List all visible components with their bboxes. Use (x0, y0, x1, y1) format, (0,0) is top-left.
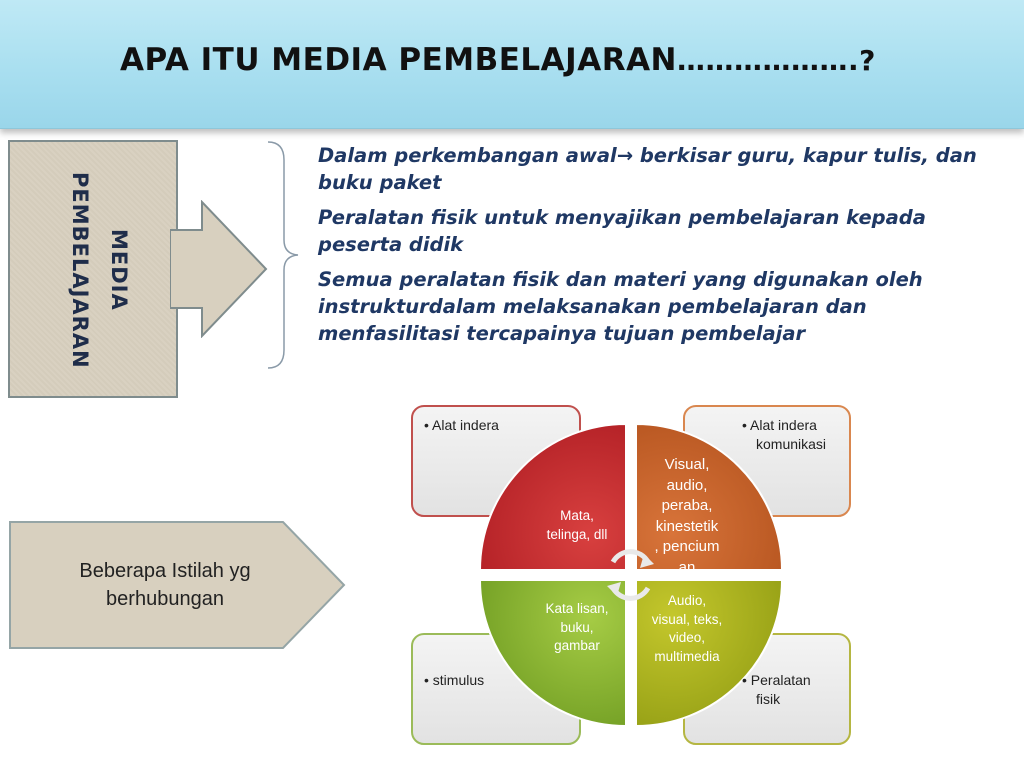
corner-text-line: • Peralatan (742, 672, 811, 688)
segment-label-line: buku, (560, 619, 594, 635)
segment-label-line: telinga, dll (546, 527, 608, 542)
corner-text-line: • Alat indera (742, 417, 817, 433)
definition-item: Semua peralatan fisik dan materi yang digunakan oleh instrukturdalam melaksanakan pembelajaran dan menfasilitasi tercapainya tujuan pembelajar (318, 268, 923, 345)
pembelajaran-label: PEMBELAJARAN (68, 171, 92, 369)
curly-brace (262, 140, 302, 370)
segment-label-line: Mata, (560, 508, 594, 523)
corner-text-line: komunikasi (756, 436, 827, 452)
segment-label-line: peraba, (661, 497, 713, 514)
segment-label-line: Kata lisan, (545, 601, 609, 616)
corner-text-line: fisik (756, 691, 781, 707)
corner-text-stimulus: • stimulus (424, 672, 485, 688)
segment-label-line: an (678, 558, 696, 576)
segment-olive-label (640, 592, 734, 666)
media-label: MEDIA (107, 229, 131, 311)
istilah-label: Beberapa Istilah yg berhubungan (79, 560, 251, 610)
definition-list (318, 142, 1008, 355)
segment-label-line: multimedia (654, 648, 720, 664)
corner-text-peralatan-fisik (742, 671, 811, 709)
segment-label-line: video, (668, 630, 706, 645)
right-arrow-shape (170, 200, 270, 338)
corner-text-alat-indera: • Alat indera (424, 417, 499, 433)
segment-label-line: , pencium (654, 538, 720, 555)
segment-orange-label (642, 455, 732, 577)
definition-item: Dalam perkembangan awal→ berkisar guru, kapur tulis, dan buku paket (318, 144, 977, 194)
title-dots: ……………….? (677, 44, 876, 77)
segment-label-line: visual, teks, (651, 611, 723, 627)
title-main-text: APA ITU MEDIA PEMBELAJARAN (120, 42, 677, 78)
segment-label-line: Audio, (667, 593, 707, 608)
corner-text-alat-indera-komunikasi (742, 416, 826, 454)
segment-label-line: gambar (554, 638, 600, 653)
segment-red-label (532, 506, 622, 544)
segment-green-label (532, 600, 622, 656)
segment-label-line: audio, (666, 476, 708, 494)
segment-label-line: Visual, (664, 456, 710, 473)
media-pembelajaran-box (8, 140, 178, 398)
title-banner (0, 0, 1024, 129)
segment-label-line: kinestetik (655, 517, 719, 535)
definition-item: Peralatan fisik untuk menyajikan pembelajaran kepada peserta didik (318, 206, 926, 256)
page-title (120, 42, 980, 78)
